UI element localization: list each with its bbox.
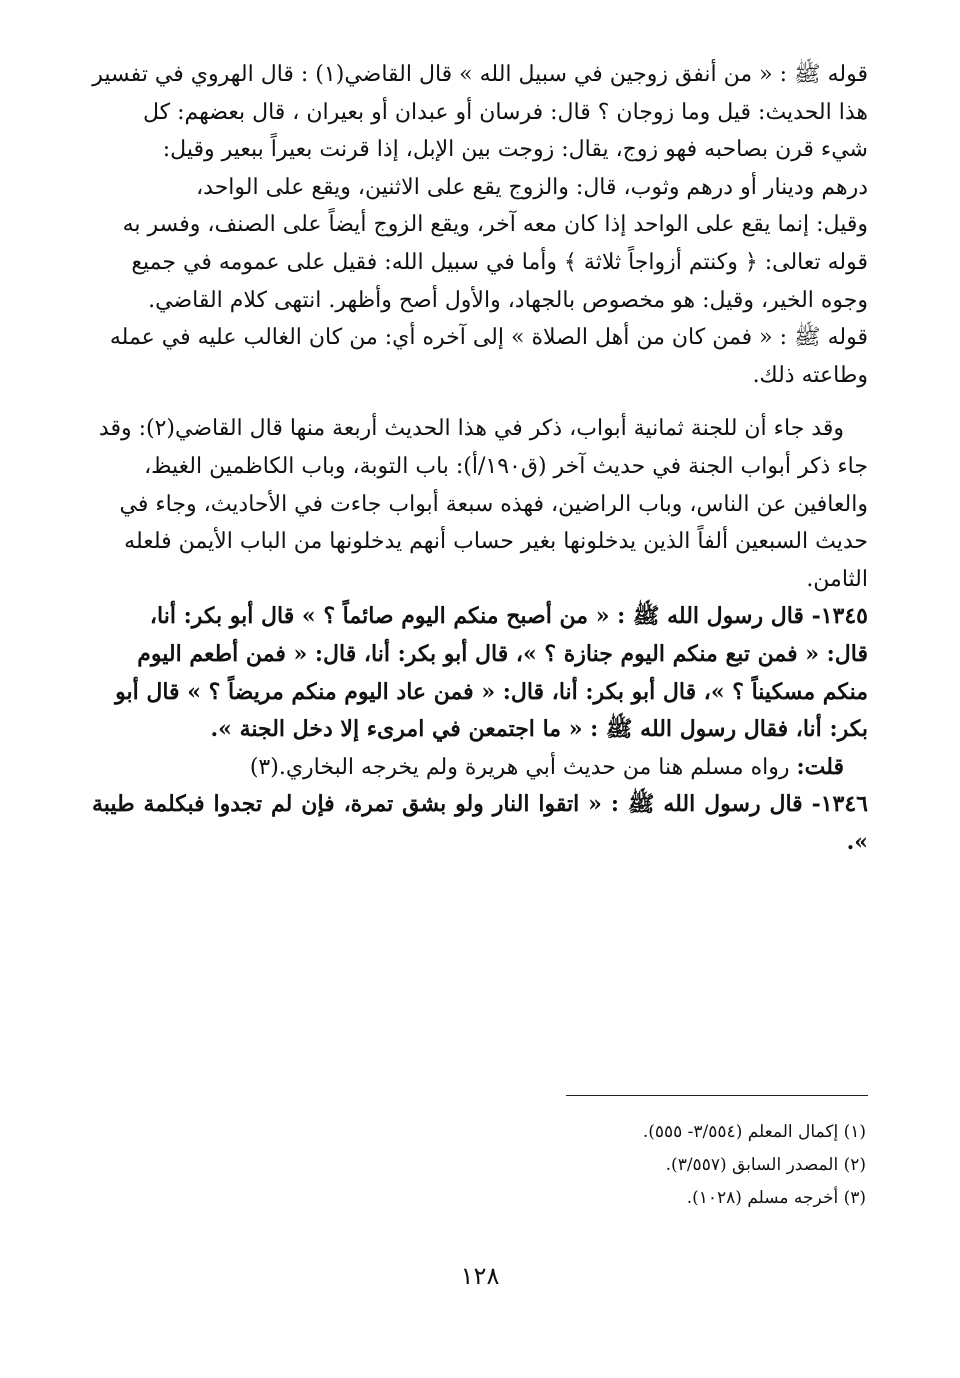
footnote-1: (١) إكمال المعلم (٣/٥٥٤- ٥٥٥). <box>642 1122 866 1142</box>
text-line: قوله تعالى: ﴿ وكنتم أزواجاً ثلاثة ﴾ وأما في سبيل الله: فقيل على عمومه في جميع <box>131 249 868 275</box>
text-line: حديث السبعين ألفاً الذين يدخلونها بغير حساب أنهم يدخلونها من الباب الأيمن فلعله <box>124 529 868 555</box>
text-line: وقد جاء أن للجنة ثمانية أبواب، ذكر في هذا الحديث أربعة منها قال القاضي(٢): وقد <box>98 416 844 442</box>
qult-text: رواه مسلم هنا من حديث أبي هريرة ولم يخرجه البخاري.(٣) <box>249 754 797 780</box>
text-line: شيء قرن بصاحبه فهو زوج، يقال: زوجت بين الإبل، إذا قرنت بعيراً ببعير وقيل: <box>162 137 868 163</box>
text-line: وطاعته ذلك. <box>752 362 868 388</box>
text-line: منكم مسكيناً ؟ »، قال أبو بكر: أنا، قال: « فمن عاد اليوم منكم مريضاً ؟ » قال أبو <box>115 678 868 705</box>
page-number: ١٢٨ <box>460 1262 500 1290</box>
paragraph-gates <box>92 410 868 598</box>
footnote-3: (٣) أخرجه مسلم (١٠٢٨). <box>686 1188 866 1208</box>
qult-label: قلت: <box>796 753 844 780</box>
footnote-rule <box>566 1095 868 1096</box>
text-line: جاء ذكر أبواب الجنة في حديث آخر (ق١٩٠/أ): باب التوبة، وباب الكاظمين الغيظ، <box>144 453 868 479</box>
hadith-1346: ١٣٤٦- قال رسول الله ﷺ : « اتقوا النار ولو بشق تمرة، فإن لم تجدوا فبكلمة طيبة ». <box>92 791 868 855</box>
text-line: ١٣٤٥- قال رسول الله ﷺ : « من أصبح منكم اليوم صائماً ؟ » قال أبو بكر: أنا، <box>149 603 868 630</box>
footnotes <box>500 1116 866 1215</box>
text-line: وجوه الخير، وقيل: هو مخصوص بالجهاد، والأول أصح وأظهر. انتهى كلام القاضي. <box>148 287 868 313</box>
text-line: وقيل: إنما يقع على الواحد إذا كان معه آخر، ويقع الزوج أيضاً على الصنف، وفسر به <box>122 212 868 238</box>
footnote-2: (٢) المصدر السابق (٣/٥٥٧). <box>665 1155 866 1175</box>
text-line: الثامن. <box>806 566 868 592</box>
text-line: قال: « فمن تبع منكم اليوم جنازة ؟ »، قال أبو بكر: أنا، قال: « فمن أطعم اليوم <box>137 640 868 667</box>
text-line: قوله ﷺ : « من أنفق زوجين في سبيل الله » قال القاضي(١) : قال الهروي في تفسير <box>92 62 868 87</box>
hadith-1345 <box>92 598 868 748</box>
text-line: درهم ودينار أو درهم وثوب، قال: والزوج يقع على الاثنين، ويقع على الواحد، <box>196 174 868 200</box>
main-text <box>92 56 868 861</box>
qult-note <box>92 749 868 787</box>
text-line: قوله ﷺ : « فمن كان من أهل الصلاة » إلى آخره أي: من كان الغالب عليه في عمله <box>109 325 868 351</box>
text-line: والعافين عن الناس، وباب الراضين، فهذه سبعة أبواب جاءت في الأحاديث، وجاء في <box>119 491 868 517</box>
text-line: هذا الحديث: قيل وما زوجان ؟ قال: فرسان أو عبدان أو بعيران ، قال بعضهم: كل <box>142 99 868 125</box>
text-line: بكر: أنا، فقال رسول الله ﷺ : « ما اجتمعن في امرىء إلا دخل الجنة ». <box>210 716 868 743</box>
paragraph-commentary <box>92 56 868 394</box>
